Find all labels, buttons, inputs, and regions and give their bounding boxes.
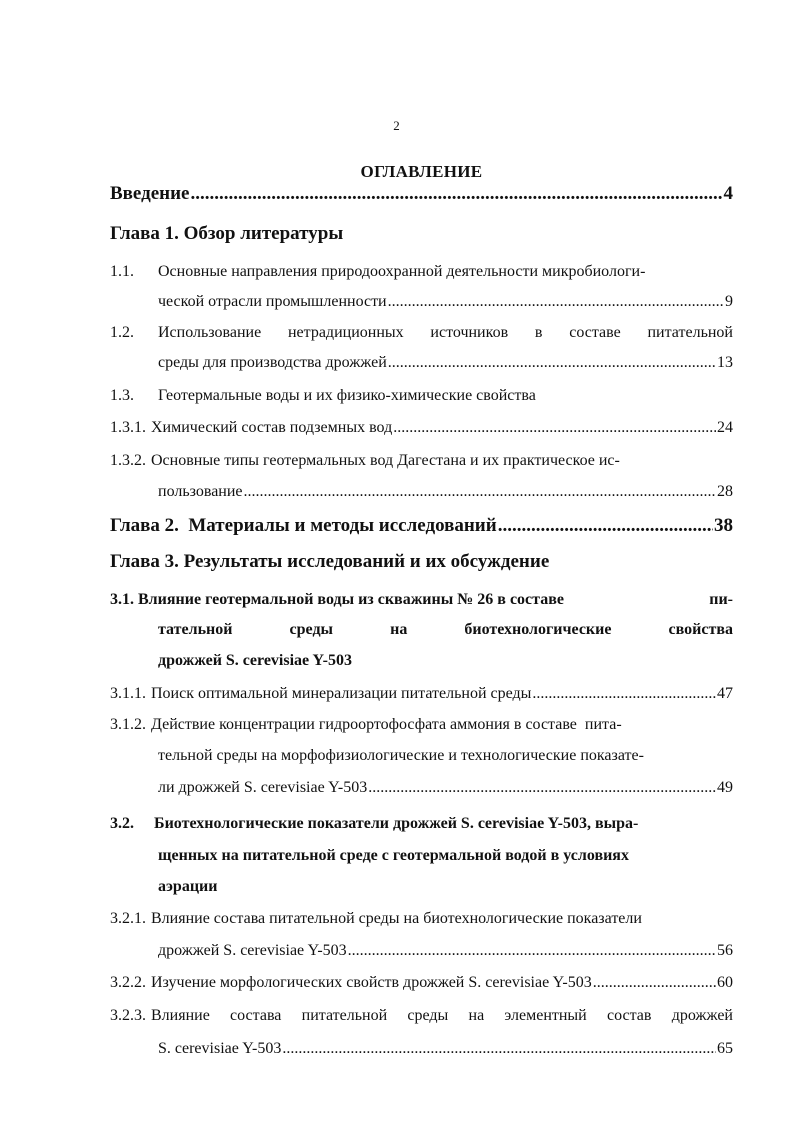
entry-text: Действие концентрации гидроортофосфата аммония в составе пита- bbox=[151, 716, 622, 733]
entry-text: Основные типы геотермальных вод Дагестана и их практическое ис- bbox=[151, 452, 620, 469]
entry-text: Геотермальные воды и их физико-химические свойства bbox=[158, 387, 536, 404]
toc-entry-chapter-2[interactable] bbox=[110, 514, 733, 538]
toc-entry-1-3-1[interactable] bbox=[110, 418, 733, 438]
entry-text: Химический состав подземных вод bbox=[151, 419, 393, 436]
page-ref: 65 bbox=[717, 1040, 733, 1057]
entry-text: Влияние геотермальной воды из скважины № 26 в составе bbox=[138, 591, 564, 608]
page-ref: 13 bbox=[717, 354, 733, 371]
word: в bbox=[534, 324, 543, 341]
page-ref: 47 bbox=[717, 685, 733, 702]
toc-entry-intro[interactable] bbox=[110, 182, 733, 206]
entry-text: пользование bbox=[158, 483, 243, 500]
page-ref: 49 bbox=[717, 779, 733, 796]
chapter-1-label: Глава 1. Обзор литературы bbox=[110, 223, 344, 244]
toc-title: ОГЛАВЛЕНИЕ bbox=[360, 162, 483, 181]
toc-entry-3-2-3[interactable] bbox=[110, 1006, 733, 1058]
entry-text: щенных на питательной среде с геотермальной водой в условиях bbox=[158, 847, 629, 864]
section-number: 1.3.2. bbox=[110, 452, 146, 469]
section-number: 1.2. bbox=[110, 324, 134, 341]
toc-entry-1-3-2[interactable] bbox=[110, 451, 733, 511]
entry-text: среды для производства дрожжей bbox=[158, 354, 387, 371]
word: на bbox=[390, 621, 408, 638]
toc-entry-chapter-1[interactable] bbox=[110, 222, 733, 246]
page-number: 2 bbox=[393, 118, 400, 133]
page-ref: 38 bbox=[714, 515, 733, 536]
chapter-2-label: Глава 2. Материалы и методы исследований bbox=[110, 515, 497, 536]
toc-entry-3-1[interactable] bbox=[110, 590, 733, 674]
dot-leader bbox=[532, 684, 716, 704]
word: среды bbox=[289, 621, 334, 638]
word: биотехнологические bbox=[464, 621, 612, 638]
entry-text: Биотехнологические показатели дрожжей S. cerevisiae Y-503, выра- bbox=[154, 815, 639, 832]
dot-leader bbox=[368, 778, 716, 798]
section-number: 3.2. bbox=[110, 815, 134, 832]
section-number: 1.3.1. bbox=[110, 419, 146, 436]
toc-entry-1-2[interactable] bbox=[110, 323, 733, 383]
entry-text: дрожжей S. cerevisiae Y-503 bbox=[158, 942, 347, 959]
section-number: 3.1. bbox=[110, 591, 134, 608]
entry-text bbox=[110, 590, 564, 610]
entry-text: тельной среды на морфофизиологические и технологические показате- bbox=[158, 747, 644, 764]
dot-leader bbox=[348, 941, 716, 961]
toc-entry-1-1[interactable] bbox=[110, 262, 733, 322]
entry-text: Изучение морфологических свойств дрожжей S. cerevisiae Y-503 bbox=[151, 974, 592, 991]
dot-leader bbox=[388, 353, 716, 373]
dot-leader bbox=[388, 292, 724, 312]
toc-entry-3-1-1[interactable] bbox=[110, 684, 733, 704]
page-ref: 56 bbox=[717, 942, 733, 959]
word: составе bbox=[569, 324, 621, 341]
section-number: 3.1.2. bbox=[110, 716, 146, 733]
page-ref: 60 bbox=[717, 974, 733, 991]
toc-entry-1-3[interactable] bbox=[110, 386, 733, 406]
toc-entry-3-2-2[interactable] bbox=[110, 973, 733, 993]
word: Использование bbox=[158, 324, 262, 341]
section-number: 1.3. bbox=[110, 387, 134, 404]
dot-leader bbox=[498, 514, 713, 538]
word: тательной bbox=[158, 621, 233, 638]
page-ref: 4 bbox=[723, 183, 733, 204]
toc-entry-3-2-1[interactable] bbox=[110, 909, 733, 961]
dot-leader bbox=[393, 418, 716, 438]
toc-entry-3-2[interactable] bbox=[110, 814, 733, 898]
section-number: 1.1. bbox=[110, 263, 134, 280]
entry-text: пи- bbox=[709, 591, 733, 608]
word: нетрадиционных bbox=[287, 324, 404, 341]
dot-leader bbox=[282, 1039, 716, 1059]
entry-text: ли дрожжей S. cerevisiae Y-503 bbox=[158, 779, 368, 796]
dot-leader bbox=[191, 182, 723, 206]
page-ref: 9 bbox=[725, 293, 733, 310]
toc-entry-3-1-2[interactable] bbox=[110, 715, 733, 799]
entry-text: Влияние состава питательной среды на биотехнологические показатели bbox=[151, 910, 642, 927]
intro-label: Введение bbox=[110, 183, 190, 204]
chapter-3-label: Глава 3. Результаты исследований и их обсуждение bbox=[110, 551, 550, 572]
entry-text: дрожжей S. cerevisiae Y-503 bbox=[158, 652, 352, 669]
word: источников bbox=[430, 324, 509, 341]
word: свойства bbox=[668, 621, 733, 638]
entry-text: Основные направления природоохранной деятельности микробиологи- bbox=[158, 263, 646, 280]
dot-leader bbox=[593, 973, 716, 993]
word: питательной bbox=[647, 324, 733, 341]
dot-leader bbox=[244, 482, 716, 502]
entry-text: S. cerevisiae Y-503 bbox=[158, 1040, 282, 1057]
section-number: 3.2.3. bbox=[110, 1007, 146, 1024]
toc-entry-chapter-3[interactable] bbox=[110, 550, 733, 574]
page-ref: 24 bbox=[717, 419, 733, 436]
page-ref: 28 bbox=[717, 483, 733, 500]
section-number: 3.1.1. bbox=[110, 685, 146, 702]
entry-text: аэрации bbox=[158, 878, 218, 895]
entry-text: Влияние состава питательной среды на элементный состав дрожжей bbox=[151, 1007, 733, 1024]
entry-text: Поиск оптимальной минерализации питательной среды bbox=[151, 685, 532, 702]
entry-text: ческой отрасли промышленности bbox=[158, 293, 387, 310]
section-number: 3.2.1. bbox=[110, 910, 146, 927]
section-number: 3.2.2. bbox=[110, 974, 146, 991]
